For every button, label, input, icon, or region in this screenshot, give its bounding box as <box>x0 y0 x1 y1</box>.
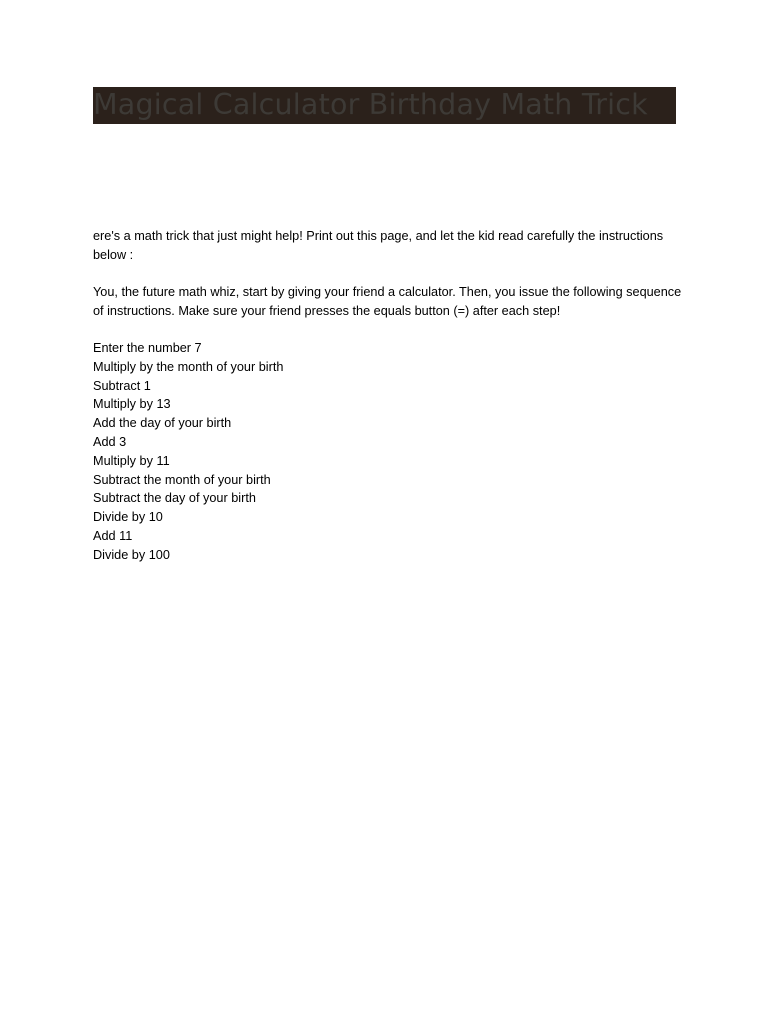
step-item: Multiply by 11 <box>93 453 170 468</box>
step-item: Divide by 10 <box>93 510 163 525</box>
step-item: Subtract the day of your birth <box>93 491 256 506</box>
step-item: Enter the number 7 <box>93 341 202 355</box>
step-item: Multiply by the month of your birth <box>93 359 284 374</box>
step-item: Multiply by 13 <box>93 397 171 412</box>
instructions-paragraph: You, the future math whiz, start by giving your friend a calculator. Then, you issue the following sequence of instructions. Make sure your friend presses the equals button (=) after each step! <box>93 285 682 318</box>
step-item: Subtract the month of your birth <box>93 472 271 487</box>
step-item: Add the day of your birth <box>93 416 232 431</box>
document-title: Magical Calculator Birthday Math Trick <box>93 88 648 121</box>
step-item: Add 11 <box>93 528 133 543</box>
step-item: Add 3 <box>93 434 127 449</box>
intro-paragraph: ere's a math trick that just might help! Print out this page, and let the kid read carefully the instructions below : <box>93 229 664 262</box>
steps-list <box>93 339 283 565</box>
step-item: Divide by 100 <box>93 547 170 562</box>
step-item: Subtract 1 <box>93 378 151 393</box>
title-banner <box>93 87 676 124</box>
